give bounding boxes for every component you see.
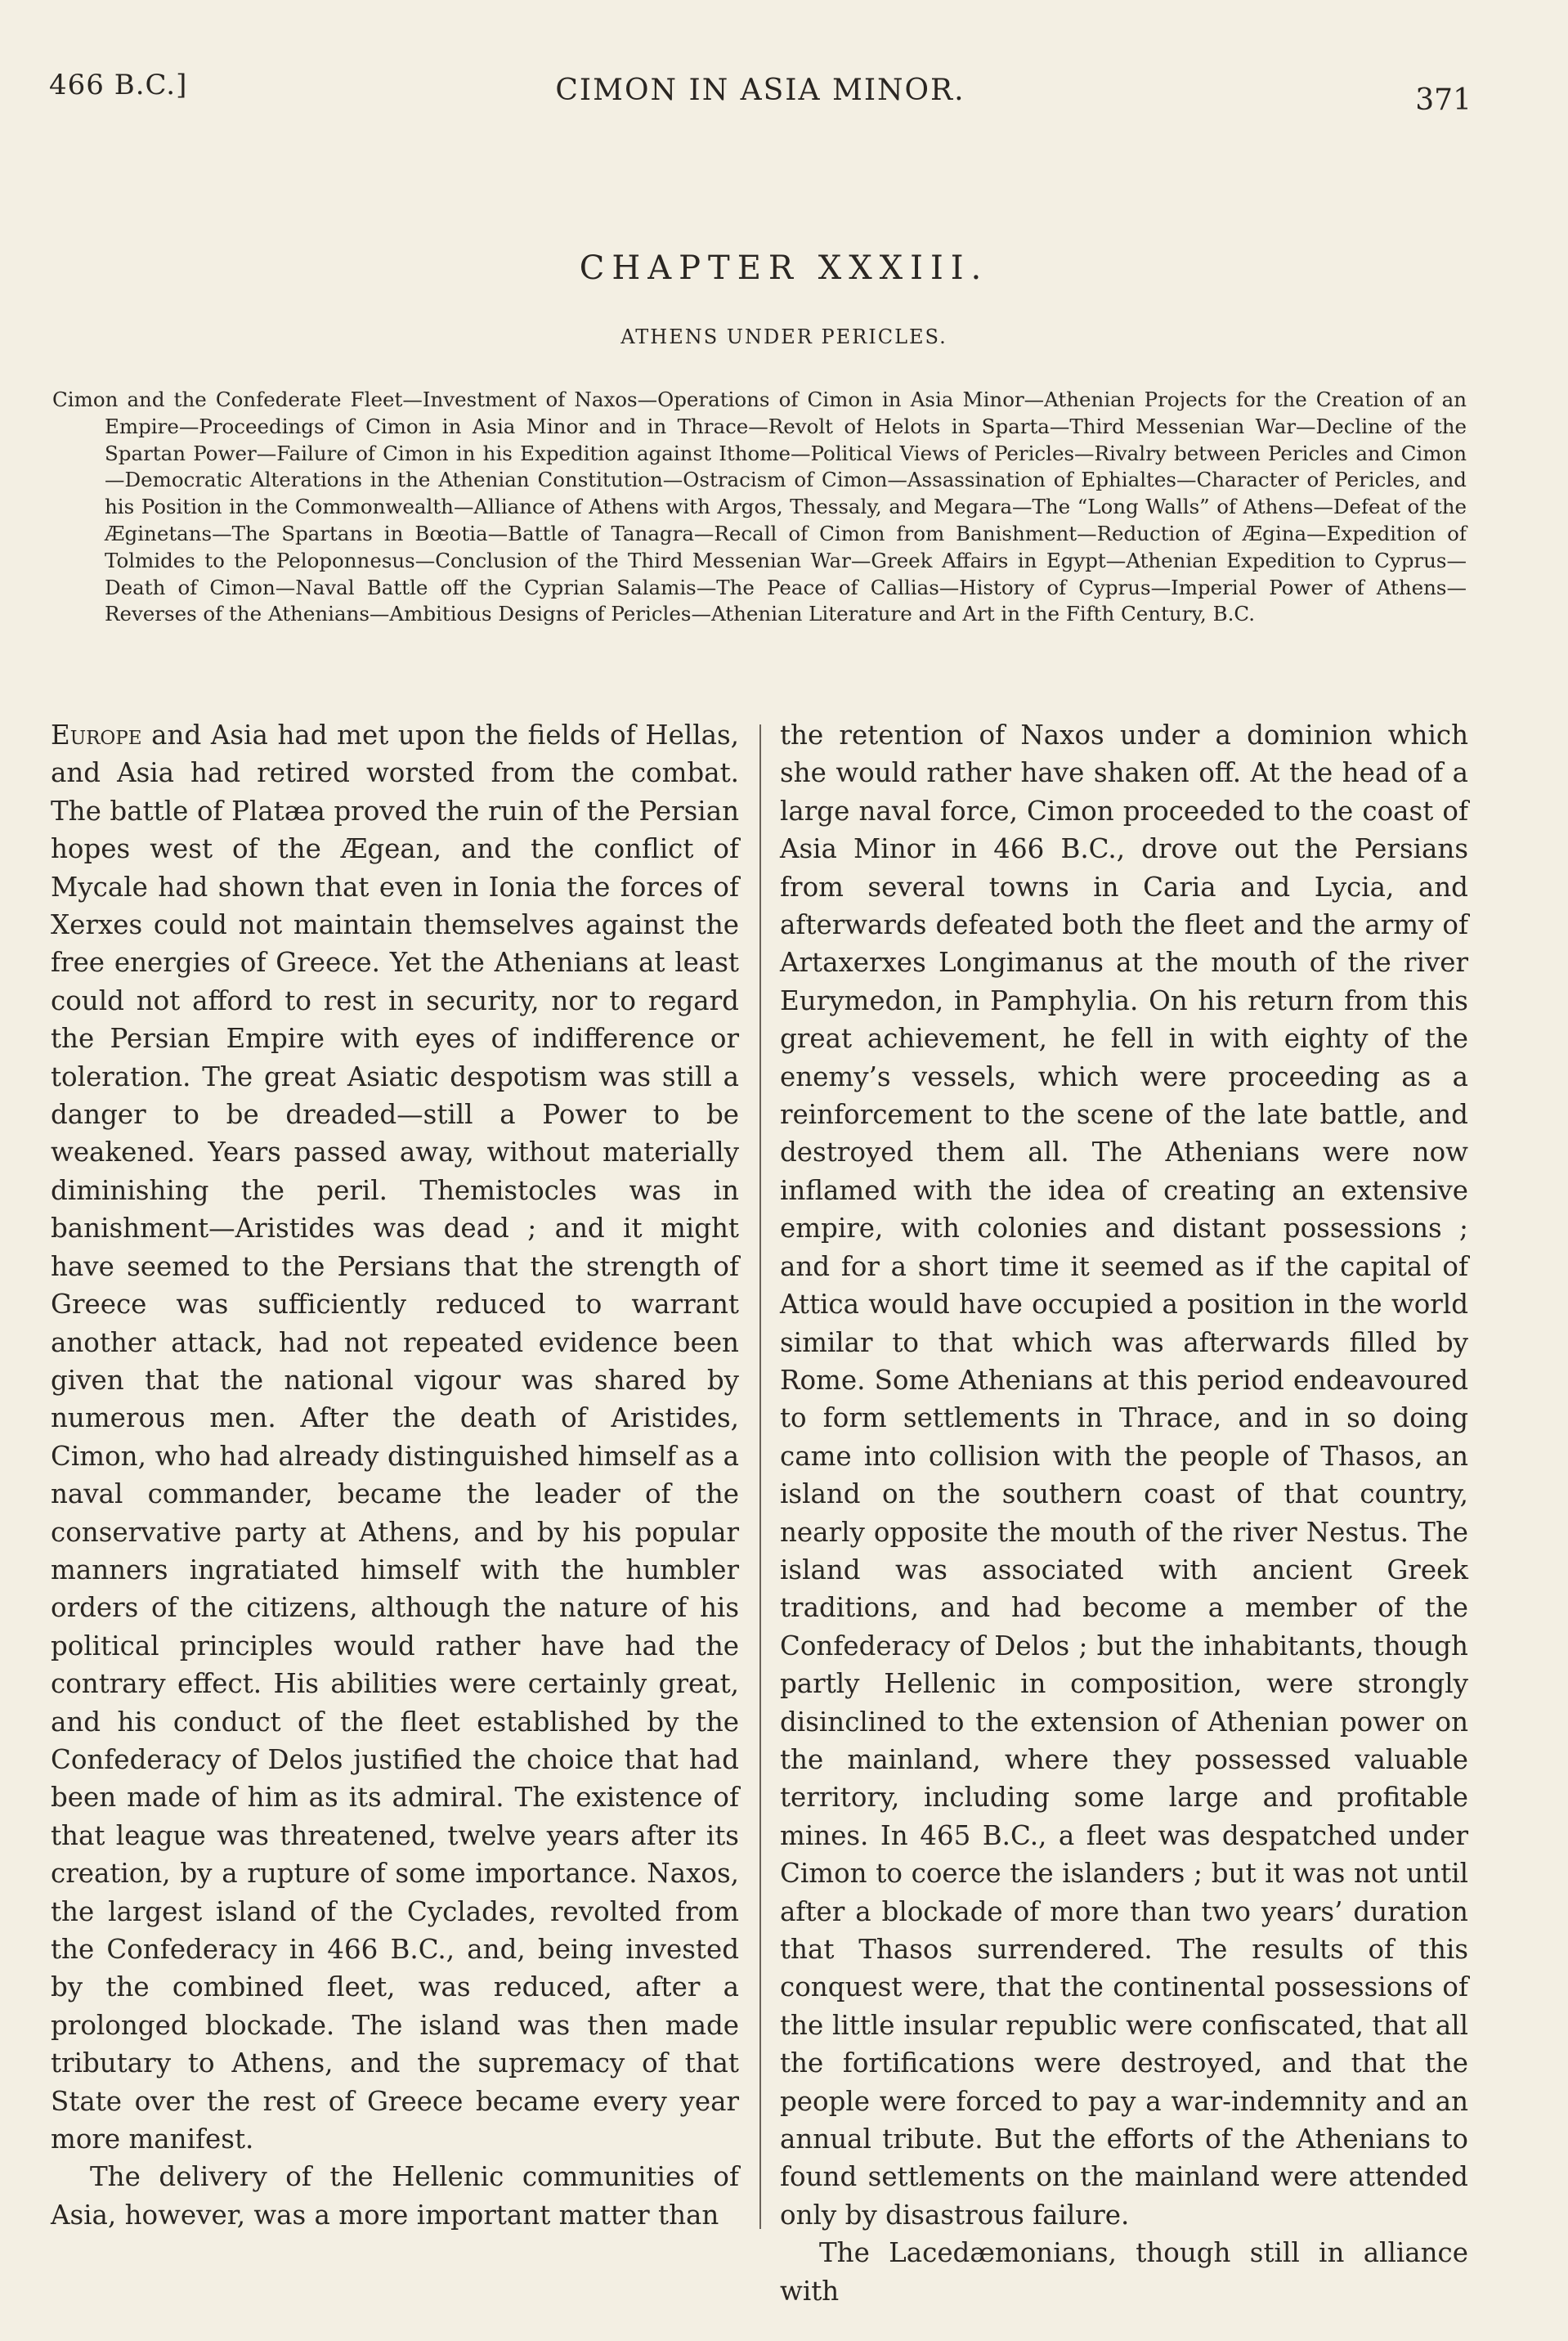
drop-word: Europe [51, 720, 142, 751]
chapter-subtitle: ATHENS UNDER PERICLES. [620, 325, 948, 348]
header-date: 466 B.C.] [49, 69, 188, 101]
chapter-synopsis: Cimon and the Confederate Fleet—Investment of Naxos—Operations of Cimon in Asia Minor—Athenian Projects for the Creation of an Empire—Proceedings of Cimon in Asia Minor and in Thrace—Revolt of Helots in Sparta—Third Messenian War—Decline of the Spartan Power—Failure of Cimon in his Expedition against Ithome—Political Views of Pericles—Rivalry between Pericles and Cimon—Democratic Alterations in the Athenian Constitution—Ostracism of Cimon—Assassination of Ephialtes—Character of Pericles, and his Position in the Commonwealth—Alliance of Athens with Argos, Thessaly, and Megara—The “Long Walls” of Athens—Defeat of the Æginetans—The Spartans in Bœotia—Battle of Tanagra—Recall of Cimon from Banishment—Reduction of Ægina—Expedition of Tolmides to the Peloponnesus—Conclusion of the Third Messenian War—Greek Affairs in Egypt—Athenian Expedition to Cyprus—Death of Cimon—Naval Battle off the Cyprian Salamis—The Peace of Callias—History of Cyprus—Imperial Power of Athens—Reverses of the Athenians—Ambitious Designs of Pericles—Athenian Literature and Art in the Fifth Century, B.C. [52, 388, 1467, 626]
page-number: 371 [1415, 83, 1472, 117]
left-column [51, 716, 739, 2234]
paragraph: The delivery of the Hellenic communities of Asia, however, was a more important matter than [51, 2161, 739, 2231]
body-columns [51, 716, 1468, 2307]
paragraph: the retention of Naxos under a dominion which she would rather have shaken off. At the head of a large naval force, Cimon proceeded to the coast of Asia Minor in 466 B.C., drove out the Persians from several towns in Caria and Lycia, and afterwards defeated both the fleet and the army of Artaxerxes Longimanus at the mouth of the river Eurymedon, in Pamphylia. On his return from this great achievement, he fell in with eighty of the enemy’s vessels, which were proceeding as a reinforcement to the scene of the late battle, and destroyed them all. The Athenians were now inflamed with the idea of creating an extensive empire, with colonies and distant possessions ; and for a short time it seemed as if the capital of Attica would have occupied a position in the world similar to that which was afterwards filled by Rome. Some Athenians at this period endeavoured to form settlements in Thrace, and in so doing came into collision with the people of Thasos, an island on the southern coast of that country, nearly opposite the mouth of the river Nestus. The island was associated with ancient Greek traditions, and had become a member of the Confederacy of Delos ; but the inhabitants, though partly Hellenic in composition, were strongly disinclined to the extension of Athenian power on the mainland, where they possessed valuable territory, including some large and profitable mines. In 465 B.C., a fleet was despatched under Cimon to coerce the islanders ; but it was not until after a blockade of more than two years’ duration that Thasos surrendered. The results of this conquest were, that the continental possessions of the little insular republic were confiscated, that all the fortifications were destroyed, and that the people were forced to pay a war-indemnity and an annual tribute. But the efforts of the Athenians to found settlements on the mainland were attended only by disastrous failure. [780, 720, 1468, 2231]
paragraph [51, 716, 739, 2158]
column-divider [759, 724, 761, 2229]
running-head [49, 64, 1472, 117]
header-title: CIMON IN ASIA MINOR. [555, 74, 965, 107]
right-column [780, 716, 1468, 2310]
paragraph: The Lacedæmonians, though still in alliance with [780, 2237, 1468, 2307]
chapter-title: CHAPTER XXXIII. [579, 249, 989, 287]
paragraph-text: and Asia had met upon the fields of Hellas, and Asia had retired worsted from the combat. The battle of Platæa proved the ruin of the Persian hopes west of the Ægean, and the conflict of Mycale had shown that even in Ionia the forces of Xerxes could not maintain themselves against the free energies of Greece. Yet the Athenians at least could not afford to rest in security, nor to regard the Persian Empire with eyes of indifference or toleration. The great Asiatic despotism was still a danger to be dreaded—still a Power to be weakened. Years passed away, without materially diminishing the peril. Themistocles was in banishment—Aristides was dead ; and it might have seemed to the Persians that the strength of Greece was sufficiently reduced to warrant another attack, had not repeated evidence been given that the national vigour was shared by numerous men. After the death of Aristides, Cimon, who had already distinguished himself as a naval commander, became the leader of the conservative party at Athens, and by his popular manners ingratiated himself with the humbler orders of the citizens, although the nature of his political principles would rather have had the contrary effect. His abilities were certainly great, and his conduct of the fleet established by the Confederacy of Delos justified the choice that had been made of him as its admiral. The existence of that league was threatened, twelve years after its creation, by a rupture of some importance. Naxos, the largest island of the Cyclades, revolted from the Confederacy in 466 B.C., and, being invested by the combined fleet, was reduced, after a prolonged blockade. The island was then made tributary to Athens, and the supremacy of that State over the rest of Greece became every year more manifest. [51, 720, 739, 2155]
